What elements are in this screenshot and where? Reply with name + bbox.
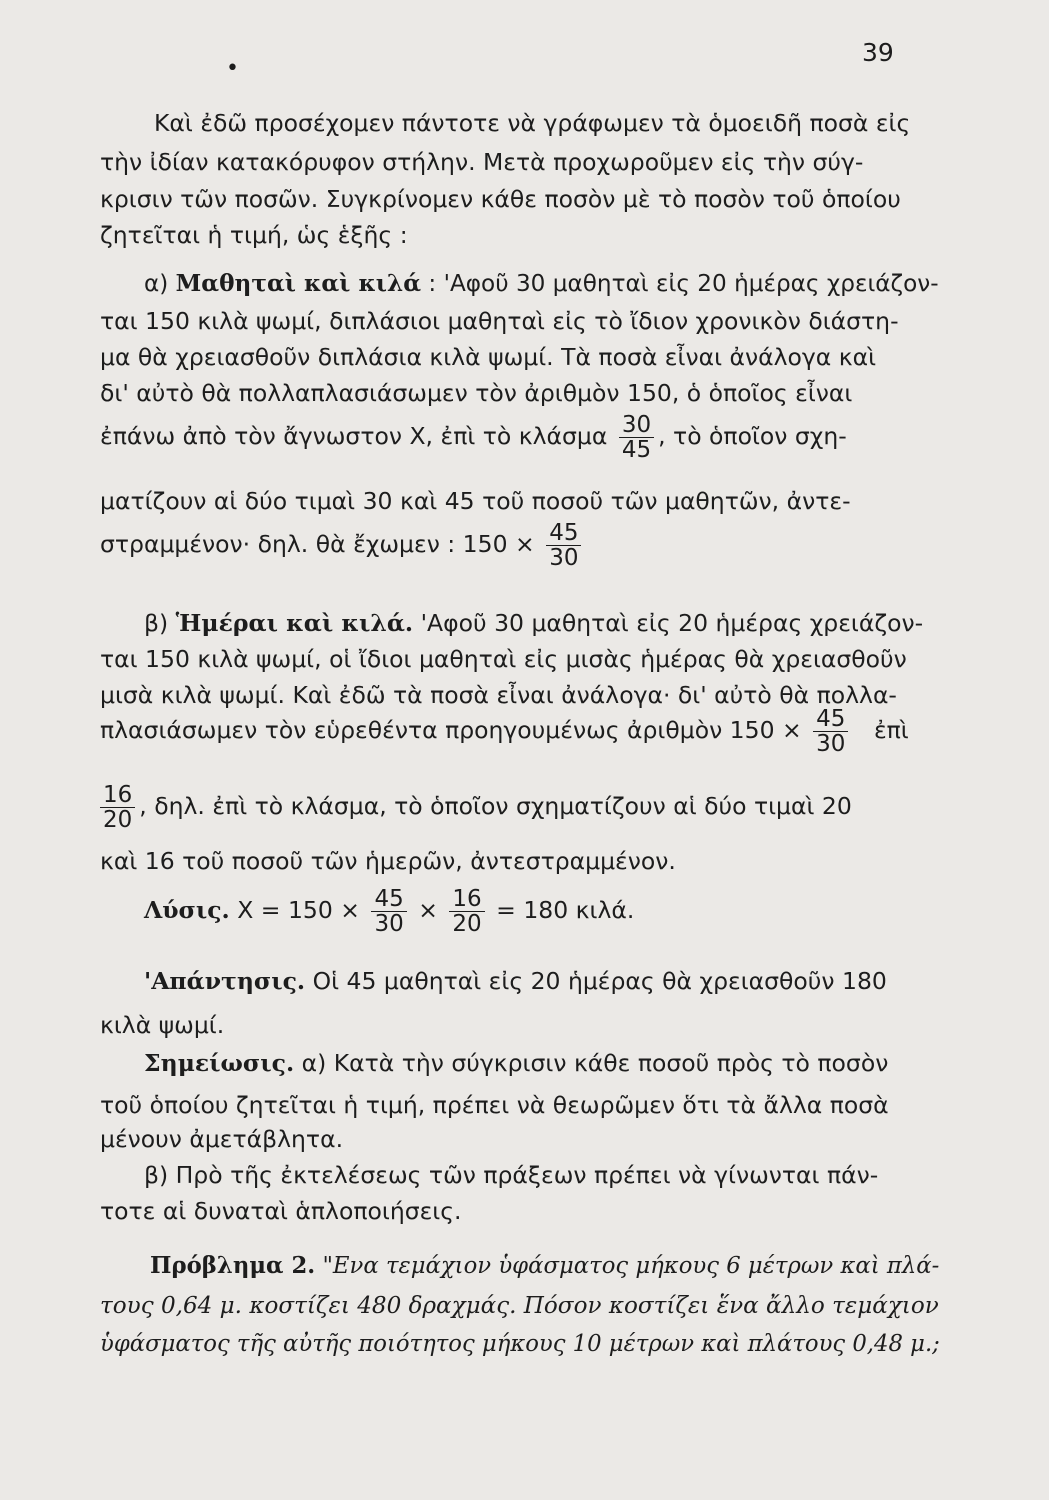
alpha-line-5-post: , τὸ ὁποῖον σχη- [658, 422, 847, 450]
intro-line-3: κρισιν τῶν ποσῶν. Συγκρίνομεν κάθε ποσὸν μὲ τὸ ποσὸν τοῦ ὁποίου [100, 185, 901, 213]
fraction-16-20 [100, 783, 135, 832]
beta-line-5 [100, 780, 852, 832]
fraction-30-45 [619, 413, 654, 462]
alpha-marker: α) [144, 269, 169, 297]
beta-line-1 [144, 608, 923, 638]
page-number: 39 [862, 38, 894, 67]
fraction-numerator: 45 [549, 520, 579, 546]
alpha-line-2: ται 150 κιλὰ ψωμί, διπλάσιοι μαθηταὶ εἰς τὸ ἴδιον χρονικὸν διάστη- [100, 307, 899, 335]
answer-line-1 [144, 966, 887, 996]
fraction-45-30 [813, 707, 848, 756]
alpha-line-3: μα θὰ χρειασθοῦν διπλάσια κιλὰ ψωμί. Τὰ ποσὰ εἶναι ἀνάλογα καὶ [100, 343, 877, 371]
fraction-denominator: 20 [100, 807, 135, 832]
fraction-denominator: 45 [619, 437, 654, 462]
notes-text: α) Κατὰ τὴν σύγκρισιν κάθε ποσοῦ πρὸς τὸ ποσὸν [301, 1049, 889, 1077]
problem-line-1 [150, 1250, 939, 1280]
alpha-line-7 [100, 518, 585, 570]
beta-line-2: ται 150 κιλὰ ψωμί, οἱ ἴδιοι μαθηταὶ εἰς μισὰς ἡμέρας θὰ χρειασθοῦν [100, 645, 907, 673]
solution-expression: X = 150 × [237, 896, 360, 924]
beta-line-5-text: , δηλ. ἐπὶ τὸ κλάσμα, τὸ ὁποῖον σχηματίζουν αἱ δύο τιμαὶ 20 [139, 792, 852, 820]
beta-line-4-post: ἐπὶ [873, 716, 909, 744]
problem-line-3: ὑφάσματος τῆς αὐτῆς ποιότητος μήκους 10 μέτρων καὶ πλάτους 0,48 μ.; [100, 1329, 940, 1357]
beta-line-1-text: 'Αφοῦ 30 μαθηταὶ εἰς 20 ἡμέρας χρειάζον- [420, 609, 924, 637]
problem-label: Πρόβλημα 2. [150, 1251, 316, 1279]
alpha-line-1-text: : 'Αφοῦ 30 μαθηταὶ εἰς 20 ἡμέρας χρειάζον- [428, 269, 939, 297]
notes-label: Σημείωσις. [144, 1049, 295, 1077]
solution-result: = 180 κιλά. [496, 896, 635, 924]
fraction-denominator: 30 [371, 911, 406, 936]
answer-label: 'Απάντησις. [144, 967, 306, 995]
alpha-heading: Μαθηταὶ καὶ κιλά [175, 269, 422, 297]
solution-label: Λύσις. [144, 896, 230, 924]
alpha-line-6: ματίζουν αἱ δύο τιμαὶ 30 καὶ 45 τοῦ ποσοῦ τῶν μαθητῶν, ἀντε- [100, 487, 851, 515]
print-dot: • [226, 56, 239, 81]
times-sign: × [418, 896, 438, 924]
notes-line-5: τοτε αἱ δυναταὶ ἁπλοποιήσεις. [100, 1197, 462, 1225]
alpha-line-1 [144, 268, 939, 298]
fraction-denominator: 30 [546, 545, 581, 570]
beta-line-3: μισὰ κιλὰ ψωμί. Καὶ ἐδῶ τὰ ποσὰ εἶναι ἀνάλογα· δι' αὐτὸ θὰ πολλα- [100, 681, 897, 709]
problem-text: "Ενα τεμάχιον ὑφάσματος μήκους 6 μέτρων καὶ πλά- [322, 1251, 940, 1279]
intro-line-2: τὴν ἰδίαν κατακόρυφον στήλην. Μετὰ προχωροῦμεν εἰς τὴν σύγ- [100, 148, 864, 176]
intro-line-1: Καὶ ἐδῶ προσέχομεν πάντοτε νὰ γράφωμεν τὰ ὁμοειδῆ ποσὰ εἰς [154, 109, 911, 137]
intro-line-4: ζητεῖται ἡ τιμή, ὡς ἑξῆς : [100, 221, 408, 249]
problem-line-2: τους 0,64 μ. κοστίζει 480 δραχμάς. Πόσον κοστίζει ἕνα ἄλλο τεμάχιον [100, 1291, 939, 1319]
answer-text: Οἱ 45 μαθηταὶ εἰς 20 ἡμέρας θὰ χρειασθοῦν 180 [312, 967, 887, 995]
fraction-45-30 [546, 521, 581, 570]
beta-line-4 [100, 704, 909, 756]
fraction-numerator: 16 [452, 886, 482, 912]
fraction-denominator: 20 [449, 911, 484, 936]
fraction-numerator: 30 [621, 412, 652, 438]
fraction-denominator: 30 [813, 731, 848, 756]
solution-line [144, 880, 634, 940]
fraction-numerator: 16 [103, 782, 133, 808]
beta-line-4-text: πλασιάσωμεν τὸν εὑρεθέντα προηγουμένως ἀριθμὸν 150 × [100, 716, 802, 744]
alpha-line-5-text: ἐπάνω ἀπὸ τὸν ἄγνωστον X, ἐπὶ τὸ κλάσμα [100, 422, 608, 450]
notes-line-3: μένουν ἀμετάβλητα. [100, 1125, 344, 1153]
beta-marker: β) [144, 609, 169, 637]
alpha-line-4: δι' αὐτὸ θὰ πολλαπλασιάσωμεν τὸν ἀριθμὸν 150, ὁ ὁποῖος εἶναι [100, 379, 853, 407]
fraction-45-30 [371, 887, 406, 936]
fraction-numerator: 45 [374, 886, 404, 912]
alpha-line-5 [100, 410, 847, 462]
notes-line-4: β) Πρὸ τῆς ἐκτελέσεως τῶν πράξεων πρέπει νὰ γίνωνται πάν- [144, 1161, 879, 1189]
fraction-16-20 [449, 887, 484, 936]
notes-line-1 [144, 1048, 888, 1078]
beta-heading: Ἡμέραι καὶ κιλά. [175, 609, 414, 637]
answer-line-2: κιλὰ ψωμί. [100, 1011, 225, 1039]
beta-line-6: καὶ 16 τοῦ ποσοῦ τῶν ἡμερῶν, ἀντεστραμμένον. [100, 847, 676, 875]
notes-line-2: τοῦ ὁποίου ζητεῖται ἡ τιμή, πρέπει νὰ θεωρῶμεν ὅτι τὰ ἄλλα ποσὰ [100, 1091, 889, 1119]
fraction-numerator: 45 [816, 706, 846, 732]
alpha-line-7-text: στραμμένον· δηλ. θὰ ἔχωμεν : 150 × [100, 530, 535, 558]
